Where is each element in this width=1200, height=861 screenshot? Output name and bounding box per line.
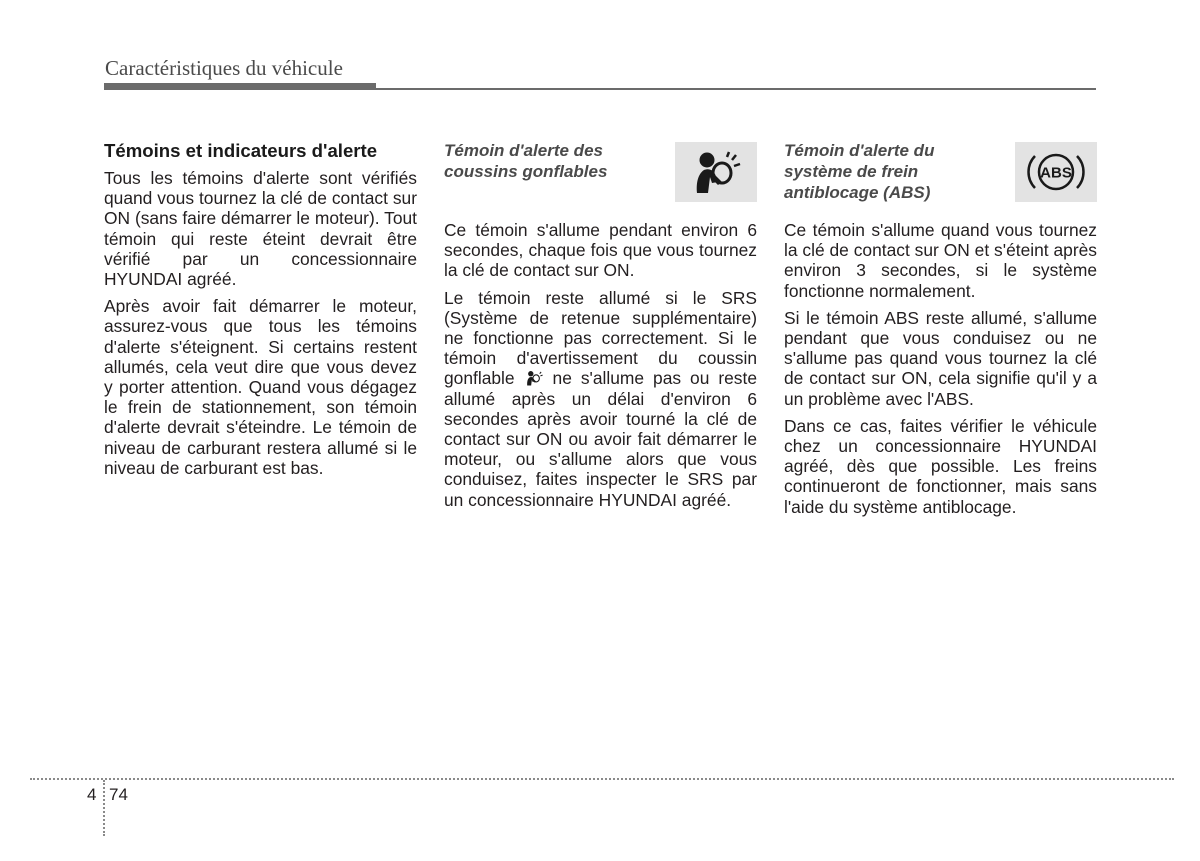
page-number: 74 — [109, 785, 128, 804]
subsection-heading: Témoin d'alerte du système de frein antiblocage (ABS) — [784, 141, 935, 202]
paragraph: Ce témoin s'allume pendant environ 6 secondes, chaque fois que vous tournez la clé de contact sur ON. — [444, 220, 757, 281]
paragraph — [444, 288, 757, 510]
paragraph: Ce témoin s'allume quand vous tournez la clé de contact sur ON et s'éteint après environ 3 secondes, si le système fonctionne normalement. — [784, 220, 1097, 301]
paragraph: Si le témoin ABS reste allumé, s'allume pendant que vous conduisez ou ne s'allume pas quand vous tournez la clé de contact sur ON, cela signifie qu'il y a un problème avec l'ABS. — [784, 307, 1097, 409]
airbag-warning-icon — [675, 142, 757, 202]
column-airbag-warning — [444, 140, 757, 517]
abs-icon-label: ABS — [1040, 164, 1072, 182]
paragraph: Après avoir fait démarrer le moteur, assurez-vous que tous les témoins d'alerte s'éteignent. Si certains restent allumés, cela veut dire que vous devez y porter attention. Quand vous dégagez le frein de stationnement, son témoin d'alerte devrait s'éteindre. Le témoin de niveau de carburant restera allumé si le niveau de carburant est bas. — [104, 296, 417, 478]
subsection-heading: Témoin d'alerte des coussins gonflables — [444, 141, 608, 181]
column-abs-warning — [784, 140, 1097, 524]
footer-dotted-rule — [30, 778, 1174, 780]
paragraph-text: Le témoin reste allumé si le SRS (Système de retenue supplémentaire) ne fonctionne pas correctement. Si le témoin d'avertissement du coussin gonflable — [444, 287, 757, 389]
subsection-header — [784, 140, 1097, 220]
section-heading: Témoins et indicateurs d'alerte — [104, 140, 378, 161]
paragraph-text: ne s'allume pas ou reste allumé après un délai d'environ 6 secondes après avoir tourné la clé de contact sur ON ou avoir fait démarrer le moteur, ou s'allume alors que vous conduisez, faites inspecter le SRS par un concessionnaire HYUNDAI agréé. — [444, 368, 757, 510]
header-rule — [104, 88, 1096, 90]
paragraph: Tous les témoins d'alerte sont vérifiés quand vous tournez la clé de contact sur ON (sans faire démarrer le moteur). Tout témoin qui reste éteint devrait être vérifié par un concessionnaire HYUNDAI agréé. — [104, 168, 417, 290]
airbag-inline-icon — [524, 369, 544, 387]
paragraph: Dans ce cas, faites vérifier le véhicule chez un concessionnaire HYUNDAI agréé, dès que possible. Les freins continueront de fonctionner, mais sans l'aide du système antiblocage. — [784, 415, 1097, 517]
column-warning-lights — [104, 140, 417, 485]
page-header-title: Caractéristiques du véhicule — [105, 56, 343, 80]
subsection-header — [444, 140, 757, 220]
abs-warning-icon — [1015, 142, 1097, 202]
chapter-number: 4 — [87, 785, 97, 804]
footer-dotted-divider — [103, 780, 105, 836]
